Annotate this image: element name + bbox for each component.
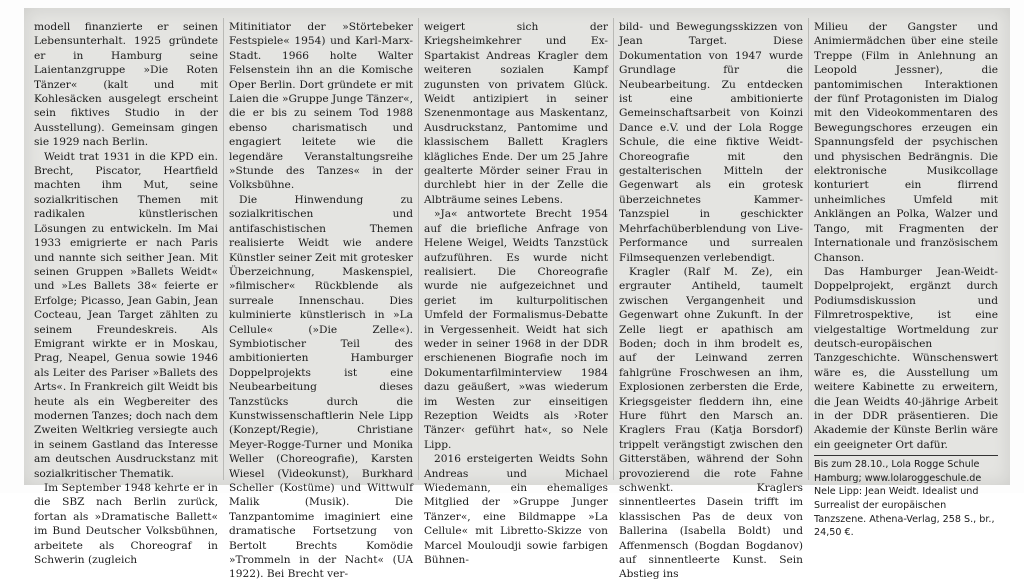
text-column-1 [34,20,218,567]
paragraph: bild- und Bewegungsskizzen von Jean Target. Diese Dokumentation von 1947 wurde Grundlage für die Neubearbeitung. Zu entdecken ist eine ambitionierte Gemeinschaftsarbeit von Koinzi Dance e.V. und der Lola Rogge Schule, die eine fiktive Weidt-Choreografie mit den gestalterischen Mitteln der Gegenwart als ein grotesk überzeichnetes Kammer-Tanzspiel in geschickter Mehrfachüberblendung von Live-Performance und surrealen Filmsequenzen verlebendigt. [619,21,803,264]
text-column-2 [229,20,414,581]
column-divider [418,18,419,480]
info-box-rule [814,455,998,456]
paragraph: »Ja« antwortete Brecht 1954 auf die briefliche Anfrage von Helene Weigel, Weidts Tanzstück aufzuführen. Es wurde nicht realisiert. Die Choreografie wurde nie aufgezeichnet und geriet im kulturpolitischen Umfeld der Formalismus-Debatte in Vergessenheit. Weidt hat sich weder in seiner 1968 in der DDR erschienenen Biografie noch im Dokumentarfilminterview 1984 dazu geäußert, »was wiederum im Westen zur einseitigen Rezeption Weidts als ›Roter Tänzer‹ geführt hat«, so Nele Lipp. [424,208,608,451]
paragraph: modell finanzierte er seinen Lebensunterhalt. 1925 gründete er in Hamburg seine Laientanzgruppe »Die Roten Tänzer« (kalt und mit Kohlesäcken ausgelegt erscheint sein fiktives Studio in der Ausstellung). Gemeinsam gingen sie 1929 nach Berlin. [34,21,218,149]
column-divider [808,18,809,480]
paragraph: Kragler (Ralf M. Ze), ein ergrauter Antiheld, taumelt zwischen Vergangenheit und Gegenwart ohne Zukunft. In der Zelle liegt er apathisch am Boden; doch in ihm brodelt es, auf der Leinwand zerren fahlgrüne Froschwesen an ihm, Explosionen zerbersten die Erde, Kriegsgeister fleddern ihn, eine Hure führt den Marsch an. Kraglers Frau (Katja Borsdorf) trippelt verängstigt zwischen den Gitterstäben, während der Sohn provozierend die rote Fahne schwenkt. Kraglers sinnentleertes Dasein trifft im klassischen Pas de deux von Ballerina (Isabella Boldt) und Affenmensch (Bogdan Bogdanov) auf sinnentleerte Kunst. Sein Abstieg ins [619,265,803,581]
paragraph: Im September 1948 kehrte er in die SBZ nach Berlin zurück, fortan als »Dramatische Ballett« im Bund Deutscher Volksbühnen, arbeitete als Choreograf in Schwerin (zugleich [34,482,218,567]
event-info-box: Bis zum 28.10., Lola Rogge Schule Hamburg; www.lolaroggeschule.de Nele Lipp: Jean Weidt. Idealist und Surrealist der europäischen Tanzszene. Athena-Verlag, 258 S., br., 24,50 €. [814,459,995,539]
paragraph: weigert sich der Kriegsheimkehrer und Ex-Spartakist Andreas Kragler dem weiteren sozialen Kampf zugunsten von privatem Glück. Weidt antizipiert in seiner Szenenmontage aus Maskentanz, Ausdruckstanz, Pantomime und klassischem Ballett Kraglers klägliches Ende. Der um 25 Jahre gealterte Mörder seiner Frau in durchlebt hier in der Zelle die Albträume seines Lebens. [424,21,608,206]
column-divider [613,18,614,480]
paragraph: Weidt trat 1931 in die KPD ein. Brecht, Piscator, Heartfield machten ihm Mut, seine sozialkritischen Themen mit radikalen künstlerischen Lösungen zu entwickeln. Im Mai 1933 emigrierte er nach Paris und nannte sich seither Jean. Mit seinen Gruppen »Ballets Weidt« und »Les Ballets 38« feierte er Erfolge; Picasso, Jean Gabin, Jean Cocteau, Jean Target zählten zu seinem Freundeskreis. Als Emigrant wirkte er in Moskau, Prag, Neapel, Genua sowie 1946 als Leiter des Pariser »Ballets des Arts«. In Frankreich gilt Weidt bis heute als ein Wegbereiter des modernen Tanzes; doch nach dem Zweiten Weltkrieg versiegte auch in seinem Gastland das Interesse am deutschen Ausdruckstanz mit sozialkritischer Thematik. [34,150,218,480]
newspaper-clipping [24,8,1010,581]
paragraph: 2016 ersteigerten Weidts Sohn Andreas und Michael Wiedemann, ein ehemaliges Mitglied der »Gruppe Junger Tänzer«, eine Bildmappe »La Cellule« mit Libretto-Skizze von Marcel Mouloudji sowie farbigen Bühnen- [424,453,608,567]
paragraph: Die Hinwendung zu sozialkritischen und antifaschistischen Themen realisierte Weidt wie andere Künstler seiner Zeit mit grotesker Überzeichnung, Maskenspiel, »filmischer« Rückblende als surreale Innenschau. Dies kulminierte künstlerisch in »La Cellule« (»Die Zelle«). Symbiotischer Teil des ambitionierten Hamburger Doppelprojekts ist eine Neubearbeitung dieses Tanzstücks durch die Kunstwissenschaftlerin Nele Lipp (Konzept/Regie), Christiane Meyer-Rogge-Turner und Monika Weller (Choreografie), Karsten Wiesel (Videokunst), Burkhard Scheller (Kostüme) und Wittwulf Malik (Musik). Die Tanzpantomime imaginiert eine dramatische Fortsetzung von Bertolt Brechts Komödie »Trommeln in der Nacht« (UA 1922). Bei Brecht ver- [229,193,413,581]
paragraph: Mitinitiator der »Störtebeker Festspiele« 1954) und Karl-Marx-Stadt. 1966 holte Walter Felsenstein ihn an die Komische Oper Berlin. Dort gründete er mit Laien die »Gruppe Junge Tänzer«, die er bis zu seinem Tod 1988 ebenso charismatisch und engagiert leitete wie die legendäre Veranstaltungsreihe »Stunde des Tanzes« in der Volksbühne. [229,21,414,192]
paragraph: Milieu der Gangster und Animiermädchen über eine steile Treppe (Film in Anlehnung an Leopold Jessner), die pantomimischen Interaktionen der fünf Protagonisten im Dialog mit den Videokommentaren des Bewegungschores erzeugen ein Spannungsfeld der psychischen und physischen Bedrängnis. Die elektronische Musikcollage konturiert ein flirrend unheimliches Umfeld mit Anklängen an Polka, Walzer und Tango, mit Fragmenten der Internationale und französischem Chanson. [814,21,998,264]
column-divider [223,18,224,480]
text-column-4 [619,20,803,581]
text-column-5 [814,20,998,539]
paragraph: Das Hamburger Jean-Weidt-Doppelprojekt, ergänzt durch Podiumsdiskussion und Filmretrospektive, ist eine vielgestaltige Wortmeldung zur deutsch-europäischen Tanzgeschichte. Wünschenswert wäre es, die Ausstellung um weitere Kabinette zu erweitern, die Jean Weidts 40-jährige Arbeit in der DDR präsentieren. Die Akademie der Künste Berlin wäre ein geeigneter Ort dafür. [814,265,998,451]
text-column-3 [424,20,608,567]
